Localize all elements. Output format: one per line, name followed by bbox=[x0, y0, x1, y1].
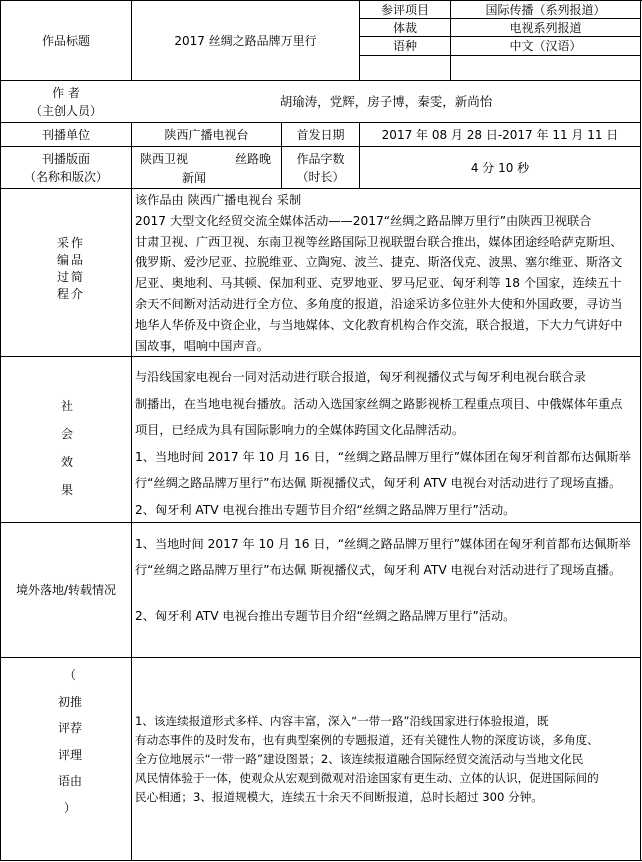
recommend-line: 民心相通；3、报道规模大，连续五十余天不间断报道，总时长超过 300 分钟。 bbox=[135, 790, 543, 804]
divider bbox=[359, 55, 640, 56]
divider bbox=[0, 657, 641, 658]
publisher-value: 陕西广播电视台 bbox=[164, 127, 249, 142]
length-label-line2: （时长） bbox=[296, 169, 345, 184]
border-bottom bbox=[0, 860, 642, 861]
process-line: 地华人华侨及中资企业，与当地媒体、文化教育机构合作交流，联合报道，下大力气讲好中 bbox=[135, 317, 623, 332]
process-line: 俄罗斯、爱沙尼亚、拉脱维亚、立陶宛、波兰、捷克、斯洛伐克、波黑、塞尔维亚、斯洛文 bbox=[135, 255, 623, 270]
length-label bbox=[282, 147, 359, 188]
effect-label-char: 会 bbox=[60, 427, 73, 441]
title-value: 2017 丝绸之路品牌万里行 bbox=[174, 33, 317, 48]
process-label-char: 过 bbox=[56, 270, 69, 284]
border-right bbox=[640, 0, 641, 861]
first-date-value: 2017 年 08 月 28 日-2017 年 11 月 11 日 bbox=[381, 127, 619, 142]
layout-label bbox=[1, 147, 131, 188]
process-label-char: 编 bbox=[56, 253, 69, 267]
layout-program-cont: 新闻 bbox=[182, 171, 207, 185]
process-label-char: 介 bbox=[70, 287, 83, 301]
length-label-line1: 作品字数 bbox=[296, 151, 345, 166]
recommend-line: 有动态事件的及时发布，也有典型案例的专题报道，还有关键性人物的深度访谈，多角度、 bbox=[135, 733, 599, 747]
language-label: 语种 bbox=[392, 39, 417, 53]
process-line: 2017 大型文化经贸交流全媒体活动——2017“丝绸之路品牌万里行”由陕西卫视联合 bbox=[135, 213, 592, 228]
recommend-label-part: 评理 bbox=[57, 747, 82, 762]
process-line: 国故事，唱响中国声音。 bbox=[135, 338, 270, 353]
recommend-label-part: 初推 bbox=[57, 694, 82, 709]
process-label-char: 作 bbox=[70, 236, 83, 250]
genre-label: 体裁 bbox=[392, 20, 417, 35]
category-label: 参评项目 bbox=[380, 2, 429, 17]
recommend-line: 全方位地展示“一带一路”建设图景；2、该连续报道融合国际经贸交流活动与当地文化民 bbox=[135, 752, 584, 766]
first-date-label: 首发日期 bbox=[296, 127, 345, 142]
recommend-label bbox=[50, 662, 90, 821]
effect-label-char: 效 bbox=[60, 455, 73, 469]
recommend-label-part: （ bbox=[63, 668, 76, 682]
process-label-col2 bbox=[70, 235, 84, 303]
effect-line: 行“丝绸之路品牌万里行”布达佩 斯视播仪式，匈牙利 ATV 电视台对活动进行了现场直播。 bbox=[135, 476, 622, 490]
layout-value bbox=[132, 147, 281, 188]
publisher-label: 刊播单位 bbox=[41, 127, 90, 142]
effect-line: 制播出，在当地电视台播放。活动入选国家丝绸之路影视桥工程重点项目、中俄媒体年重点 bbox=[135, 396, 623, 411]
layout-channel: 陕西卫视 bbox=[140, 152, 189, 166]
recommend-line: 1、该连续报道形式多样、内容丰富，深入“一带一路”沿线国家进行体验报道，既 bbox=[135, 714, 549, 728]
effect-label-char: 社 bbox=[60, 399, 73, 413]
title-label: 作品标题 bbox=[41, 33, 90, 48]
effect-line: 1、当地时间 2017 年 10 月 16 日，“丝绸之路品牌万里行”媒体团在匈牙利首都布达佩斯举 bbox=[135, 449, 631, 464]
process-intro: 该作品由 陕西广播电视台 采制 bbox=[135, 193, 302, 207]
overseas-label: 境外落地/转载情况 bbox=[15, 583, 117, 597]
process-label-char: 品 bbox=[70, 253, 83, 267]
author-label bbox=[1, 81, 131, 122]
language-value: 中文（汉语） bbox=[509, 39, 582, 53]
overseas-line: 2、匈牙利 ATV 电视台推出专题节目介绍“丝绸之路品牌万里行”活动。 bbox=[135, 609, 516, 623]
overseas-line: 行“丝绸之路品牌万里行”布达佩 斯视播仪式，匈牙利 ATV 电视台对活动进行了现场直播。 bbox=[135, 563, 622, 577]
process-label-col1 bbox=[56, 235, 70, 303]
effect-text bbox=[135, 364, 637, 523]
effect-label bbox=[58, 392, 76, 504]
effect-label-char: 果 bbox=[60, 483, 73, 497]
authors-value: 胡瑜涛，党辉，房子博，秦雯，新尚怡 bbox=[279, 93, 493, 109]
effect-line: 与沿线国家电视台一同对活动进行联合报道，匈牙利视播仪式与匈牙利电视台联合录 bbox=[135, 370, 586, 384]
divider bbox=[0, 188, 641, 189]
layout-label-line2: （名称和版次） bbox=[23, 169, 108, 184]
process-text bbox=[135, 190, 637, 356]
process-line: 甘肃卫视、广西卫视、东南卫视等丝路国际卫视联盟台联合推出，媒体团途经哈萨克斯坦、 bbox=[135, 234, 623, 249]
process-label-char: 简 bbox=[70, 270, 83, 284]
effect-line: 项目，已经成为具有国际影响力的全媒体跨国文化品牌活动。 bbox=[135, 423, 465, 437]
process-line: 余天不间断对活动进行全方位、多角度的报道，沿途采访多位驻外大使和外国政要，寻访当 bbox=[135, 296, 623, 311]
process-label-char: 采 bbox=[56, 236, 69, 250]
recommend-label-part: ） bbox=[63, 800, 76, 815]
recommend-label-part: 语由 bbox=[57, 774, 82, 788]
process-label-char: 程 bbox=[56, 287, 69, 301]
author-label-line2: （主创人员） bbox=[29, 103, 102, 118]
layout-label-line1: 刊播版面 bbox=[41, 151, 90, 166]
overseas-text bbox=[135, 531, 637, 629]
category-value: 国际传播（系列报道） bbox=[485, 2, 606, 17]
length-value: 4 分 10 秒 bbox=[470, 160, 530, 175]
effect-line: 2、匈牙利 ATV 电视台推出专题节目介绍“丝绸之路品牌万里行”活动。 bbox=[135, 502, 516, 517]
divider bbox=[131, 122, 132, 861]
layout-program: 丝路晚 bbox=[235, 152, 272, 166]
recommend-label-part: 评荐 bbox=[57, 721, 82, 735]
overseas-line bbox=[135, 583, 637, 603]
author-label-line1: 作 者 bbox=[52, 85, 80, 100]
recommend-text bbox=[135, 712, 637, 807]
process-line: 尼亚、奥地利、马其顿、保加利亚、克罗地亚、罗马尼亚、匈牙利等 18 个国家，连续五十 bbox=[135, 276, 622, 291]
genre-value: 电视系列报道 bbox=[509, 20, 582, 35]
recommend-line: 风民情体验于一体，使观众从宏观到微观对沿途国家有更生动、立体的认识，促进国际间的 bbox=[135, 771, 599, 785]
overseas-line: 1、当地时间 2017 年 10 月 16 日，“丝绸之路品牌万里行”媒体团在匈牙利首都布达佩斯举 bbox=[135, 537, 631, 551]
